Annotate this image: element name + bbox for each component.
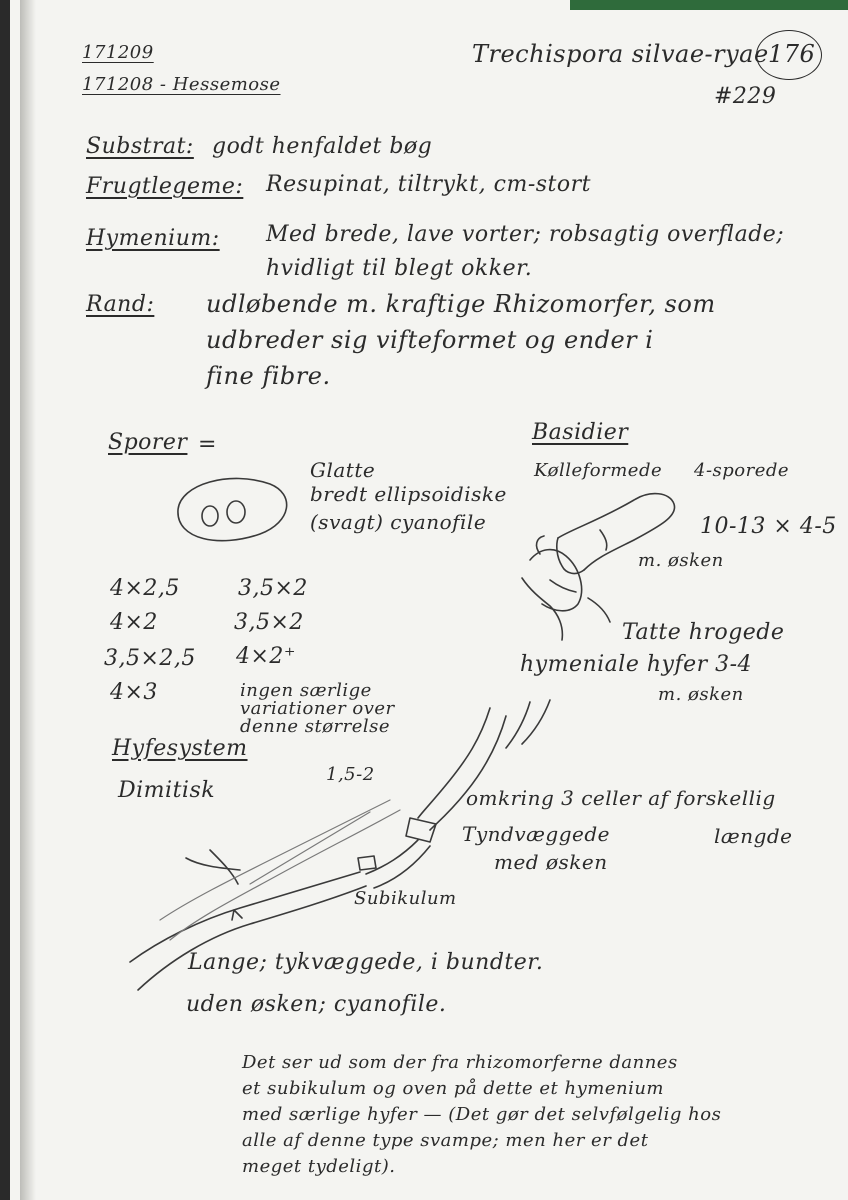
long-hyphae-note-2: uden øsken; cyanofile. (186, 992, 447, 1017)
basidium-drawing (522, 494, 675, 640)
footnote-line-3: med særlige hyfer — (Det gør det selvfølgelig hos (242, 1104, 722, 1125)
spore-measure-left-1: 4×2,5 (110, 576, 180, 601)
hyphae-drawing (130, 700, 550, 990)
hymenium-value-1: Med brede, lave vorter; robsagtig overflade; (266, 222, 785, 247)
spore-measure-right-2: 3,5×2 (234, 610, 304, 635)
thin-walled-note: Tyndvæggede (462, 822, 610, 846)
date-2-location: 171208 - Hessemose (82, 74, 281, 95)
spore-note-2: variationer over (240, 698, 395, 719)
footnote-line-1: Det ser ud som der fra rhizomorferne dannes (242, 1052, 678, 1073)
substrat-label: Substrat: (86, 134, 194, 159)
collection-number: #229 (714, 84, 777, 109)
with-clamp-note: med øsken (494, 850, 608, 874)
spore-measure-right-1: 3,5×2 (238, 576, 308, 601)
basidia-size: 10-13 × 4-5 (700, 514, 837, 539)
spores-heading: Sporer (108, 430, 188, 455)
sketches (10, 0, 848, 1200)
frugtlegeme-label: Frugtlegeme: (86, 174, 244, 199)
spore-drawing (178, 478, 287, 540)
rand-label: Rand: (86, 292, 155, 317)
spore-measure-left-3: 3,5×2,5 (104, 646, 196, 671)
hymenium-value-2: hvidligt til blegt okker. (266, 256, 533, 281)
basidia-heading: Basidier (532, 420, 629, 445)
subiculum-label: Subikulum (354, 888, 457, 909)
rand-value-2: udbreder sig vifteformet og ender i (206, 326, 654, 354)
species-name: Trechispora silvae-ryae (472, 40, 769, 68)
hyphae-width: 1,5-2 (326, 764, 375, 785)
footnote-line-4: alle af denne type svampe; men her er det (242, 1130, 649, 1151)
footnote-line-5: meget tydeligt). (242, 1156, 396, 1177)
spore-measure-left-4: 4×3 (110, 680, 158, 705)
spores-desc-1: Glatte (310, 458, 376, 482)
spores-equals: = (198, 432, 217, 457)
basidia-shape: Kølleformede (534, 460, 663, 481)
cells-note-1: omkring 3 celler af forskellig (466, 786, 776, 810)
spore-measure-left-2: 4×2 (110, 610, 158, 635)
hyphal-system-type: Dimitisk (118, 778, 216, 803)
spore-measure-right-3: 4×2⁺ (236, 644, 297, 669)
cells-note-2: længde (714, 824, 793, 848)
frugtlegeme-value: Resupinat, tiltrykt, cm-stort (266, 172, 591, 197)
spores-desc-2: bredt ellipsoidiske (310, 482, 507, 506)
date-1: 171209 (82, 42, 154, 63)
spore-note-1: ingen særlige (240, 680, 372, 701)
long-hyphae-note-1: Lange; tykvæggede, i bundter. (188, 950, 544, 975)
rand-value-3: fine fibre. (206, 362, 331, 390)
hymenium-label: Hymenium: (86, 226, 220, 251)
page-number: 176 (768, 40, 816, 68)
basidia-clamp: m. øsken (638, 550, 724, 571)
spores-desc-3: (svagt) cyanofile (310, 510, 487, 534)
hymenial-hyphae-clamp: m. øsken (658, 684, 744, 705)
basidia-thin-walled: Tatte hrogede (622, 620, 785, 645)
footnote-line-2: et subikulum og oven på dette et hymenium (242, 1078, 665, 1099)
substrat-value: godt henfaldet bøg (212, 134, 433, 159)
basidia-spored: 4-sporede (694, 460, 790, 481)
rand-value-1: udløbende m. kraftige Rhizomorfer, som (206, 290, 716, 318)
spore-note-3: denne størrelse (240, 716, 391, 737)
hyphal-system-heading: Hyfesystem (112, 736, 248, 761)
hymenial-hyphae: hymeniale hyfer 3-4 (520, 652, 753, 677)
